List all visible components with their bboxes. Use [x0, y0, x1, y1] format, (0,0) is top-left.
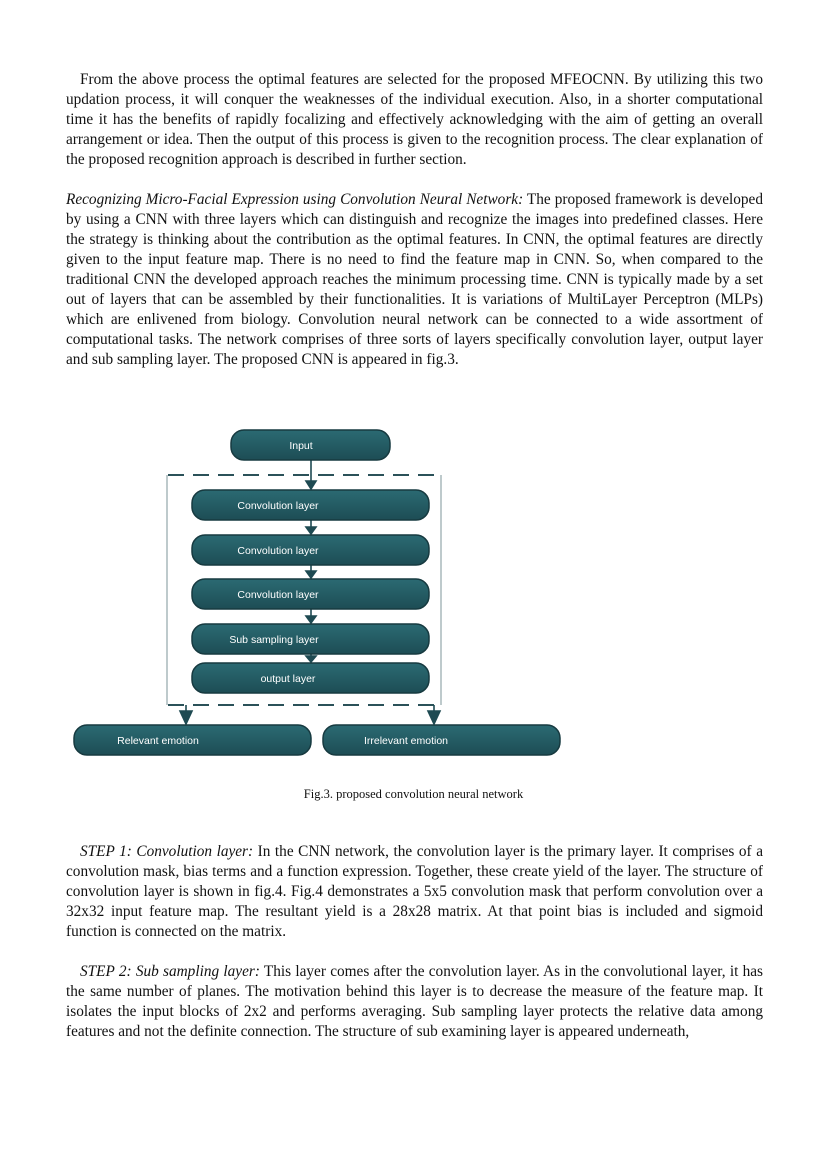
conv-layer-node-3 — [192, 579, 429, 609]
paragraph-intro: From the above process the optimal features are selected for the proposed MFEOCNN. By utilizing this two updation process, it will conquer the weaknesses of the individual execution. Also, in a shorter computational time it has the benefits of rapidly focalizing and effectively acknowledging with the aim of getting an overall arrangement or idea. Then the output of this process is given to the recognition process. The clear explanation of the proposed recognition approach is described in further section. — [66, 71, 763, 168]
section-heading-recognition: Recognizing Micro-Facial Expression using Convolution Neural Network: — [66, 191, 524, 208]
step2-body: This layer comes after the convolution layer. As in the convolutional layer, it has the same number of planes. The motivation behind this layer is to decrease the measure of the feature map. It isolates the input blocks of 2x2 and performs averaging. Sub sampling layer protects the relative data among features and not the definite connection. The structure of sub examining layer is appeared underneath, — [66, 963, 763, 1040]
relevant-emotion-label: Relevant emotion — [117, 735, 199, 747]
subsampling-layer-label: Sub sampling layer — [229, 634, 319, 646]
figure-caption: Fig.3. proposed convolution neural network — [303, 787, 524, 801]
conv-layer-2-label: Convolution layer — [237, 545, 319, 557]
step1-heading: STEP 1: Convolution layer: — [80, 843, 254, 860]
output-layer-label: output layer — [260, 673, 316, 685]
step2-heading: STEP 2: Sub sampling layer: — [80, 963, 260, 980]
irrelevant-emotion-label: Irrelevant emotion — [363, 735, 449, 747]
input-node — [231, 430, 390, 460]
output-layer-node — [192, 663, 429, 693]
irrelevant-emotion-node — [323, 725, 560, 755]
paragraph-step2 — [66, 962, 763, 1042]
step1-body: In the CNN network, the convolution layer is the primary layer. It comprises of a convolution mask, bias terms and a function expression. Together, these create yield of the layer. The structure of convolution layer is shown in fig.4. Fig.4 demonstrates a 5x5 convolution mask that perform convolution over a 32x32 input feature map. The resultant yield is a 28x28 matrix. At that point bias is included and sigmoid function is connected on the matrix. — [66, 843, 763, 940]
paragraph-cnn-body: The proposed framework is developed by using a CNN with three layers which can distinguish and recognize the images into predefined classes. Here the strategy is thinking about the contribution as the optimal features. In CNN, the optimal features are directly given to the input feature map. There is no need to find the feature map in CNN. So, when compared to the traditional CNN the developed approach reaches the minimum processing time. CNN is typically made by a set out of layers that can be assembled by their functionalities. It is variations of MultiLayer Perceptron (MLPs) which are enlivened from biology. Convolution neural network can be connected to a wide assortment of computational tasks. The network comprises of three sorts of layers specifically convolution layer, output layer and sub sampling layer. The proposed CNN is appeared in fig.3. — [66, 191, 763, 368]
relevant-emotion-node — [74, 725, 311, 755]
subsampling-layer-node — [192, 624, 429, 654]
conv-layer-node-2 — [192, 535, 429, 565]
input-node-label: Input — [289, 440, 313, 452]
conv-layer-1-label: Convolution layer — [237, 500, 319, 512]
conv-layer-3-label: Convolution layer — [237, 589, 319, 601]
paragraph-step1 — [66, 842, 763, 942]
conv-layer-node-1 — [192, 490, 429, 520]
